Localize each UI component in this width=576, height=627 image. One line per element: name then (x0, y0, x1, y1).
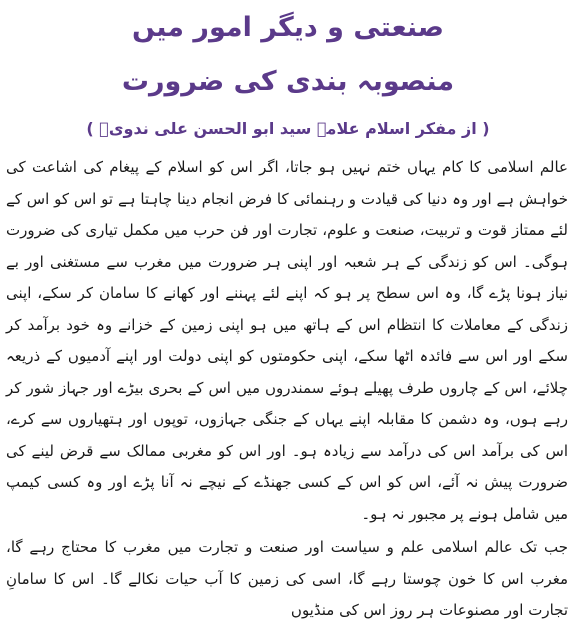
author-byline: ( از مفکر اسلام علامہ سید ابو الحسن علی ندویؒ ) (86, 119, 490, 138)
paragraph-2: جب تک عالم اسلامی علم و سیاست اور صنعت و تجارت میں مغرب کا محتاج رہے گا، مغرب اس کا خون چوستا رہے گا، اسی کی زمین کا آب حیات نکالے گا۔ اس کا سامانِ تجارت اور مصنوعات ہر روز اس کی منڈیوں (6, 538, 568, 619)
article-title-line-1: صنعتی و دیگر امور میں (131, 12, 445, 43)
article-title-line-2: منصوبہ بندی کی ضرورت (121, 66, 455, 97)
paragraph-1: عالم اسلامی کا کام یہاں ختم نہیں ہو جاتا، اگر اس کو اسلام کے پیغام کی اشاعت کی خواہش ہے اور وہ دنیا کی قیادت و رہنمائی کا فرض انجام دینا چاہتا ہے تو اس کو اس کے لئے ممتاز قوت و تربیت، صنعت و علوم، تجارت اور فن حرب میں مکمل تیاری کی ضرورت ہوگی۔ اس کو زندگی کے ہر شعبہ اور اپنی ہر ضرورت میں مغرب سے مستغنی اور بے نیاز ہونا پڑے گا، وہ اس سطح پر ہو کہ اپنے لئے پہننے اور کھانے کا سامان کر سکے، اپنی زندگی کے معاملات کا انتظام اس کے ہاتھ میں ہو اپنی زمین کے خزانے وہ خود برآمد کر سکے اور اس سے فائدہ اٹھا سکے، اپنی حکومتوں کو اپنی دولت اور اپنے آدمیوں کے ذریعہ چلائے، اس کے چاروں طرف پھیلے ہوئے سمندروں میں اس کے بحری بیڑے اور جہاز شور کر رہے ہوں، وہ دشمن کا مقابلہ اپنے یہاں کے جنگی جہازوں، توپوں اور ہتھیاروں سے کرے، اس کی برآمد اس کی درآمد سے زیادہ ہو۔ اور اس کو مغربی ممالک سے قرض لینے کی ضرورت پیش نہ آئے، اس کو اس کے کسی جھنڈے کے نیچے نہ آنا پڑے اور وہ کسی کیمپ میں شامل ہونے پر مجبور نہ ہو۔ (6, 158, 568, 523)
article-body (6, 152, 568, 627)
